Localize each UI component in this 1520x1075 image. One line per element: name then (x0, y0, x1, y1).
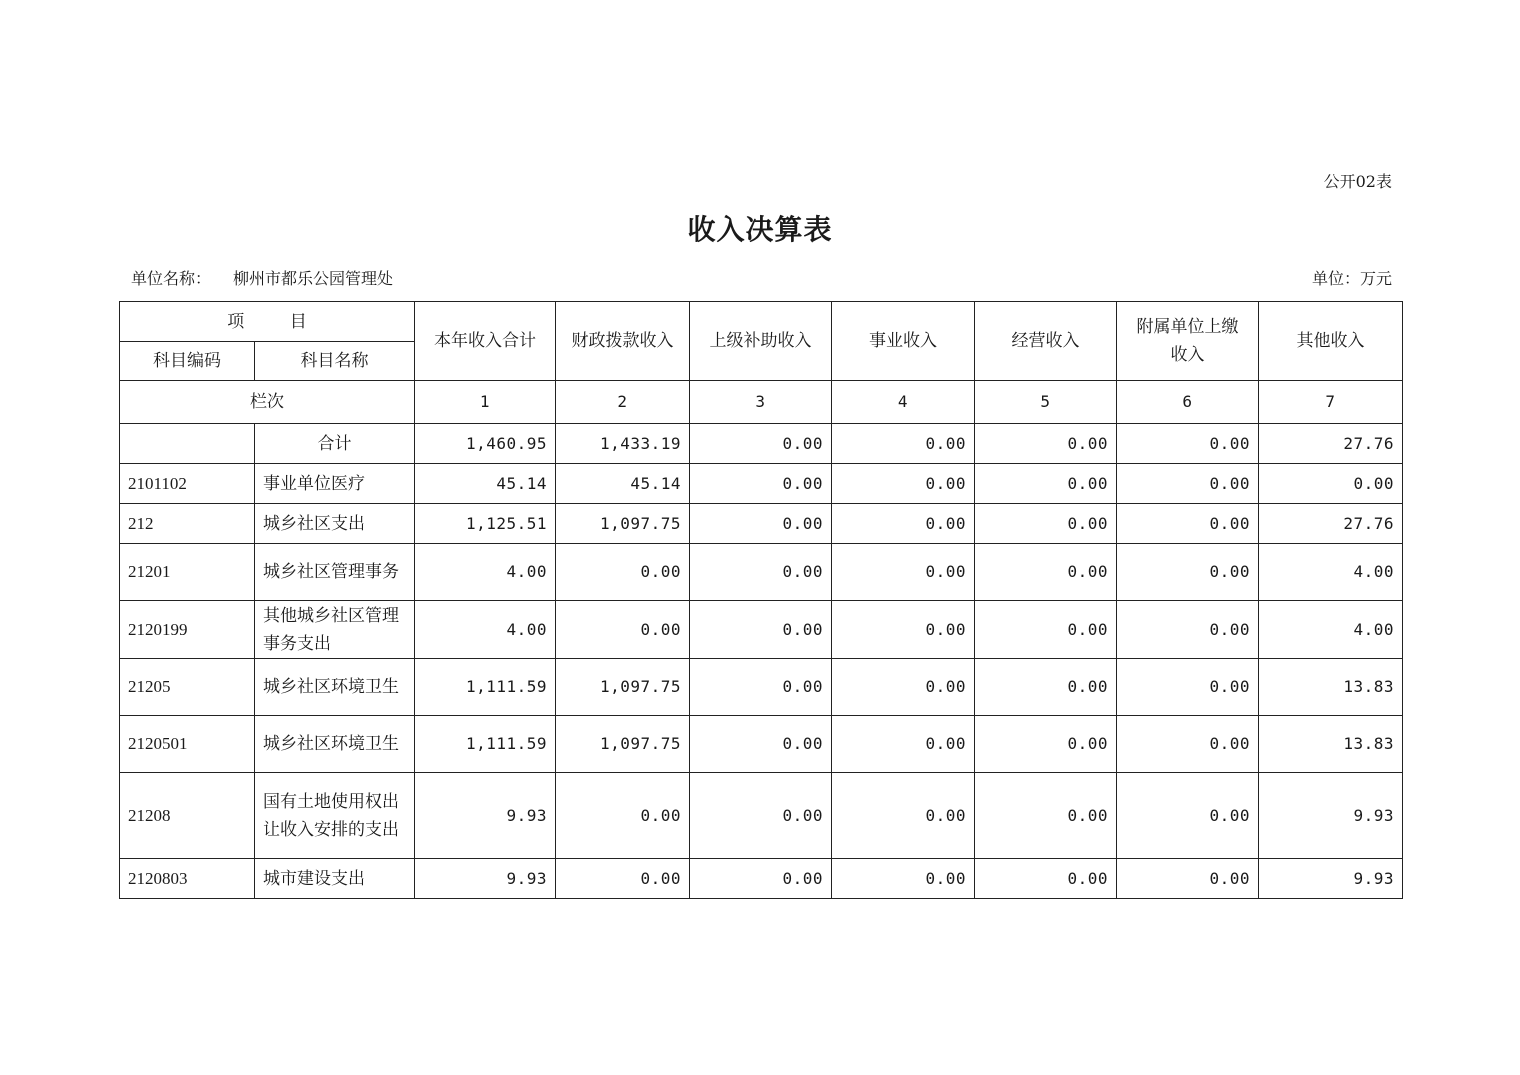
header-code: 科目编码 (120, 342, 255, 381)
table-row (120, 773, 1403, 859)
table-cell: 1,097.75 (556, 716, 690, 773)
table-cell: 0.00 (832, 601, 975, 659)
table-cell: 13.83 (1259, 716, 1403, 773)
subject-code: 2101102 (120, 464, 255, 504)
table-cell: 0.00 (975, 504, 1117, 544)
table-cell: 0.00 (690, 504, 832, 544)
table-cell: 0.00 (1117, 544, 1259, 601)
table-cell: 9.93 (415, 859, 556, 899)
page-title: 收入决算表 (687, 213, 833, 246)
table-body (120, 424, 1403, 899)
table-cell: 0.00 (975, 716, 1117, 773)
table-cell: 1,097.75 (556, 659, 690, 716)
unit-of-measure: 单位：万元 (1311, 269, 1392, 288)
table-row (120, 859, 1403, 899)
subject-code: 21208 (120, 773, 255, 859)
header-affiliated: 附属单位上缴收入 (1117, 302, 1259, 381)
table-cell (120, 424, 255, 464)
table-cell: 27.76 (1259, 424, 1403, 464)
total-label: 合计 (255, 424, 415, 464)
table-row (120, 464, 1403, 504)
subject-name: 城乡社区管理事务 (255, 544, 415, 601)
table-cell: 27.76 (1259, 504, 1403, 544)
subject-name: 其他城乡社区管理事务支出 (255, 601, 415, 659)
table-cell: 0.00 (690, 424, 832, 464)
table-cell: 0.00 (690, 544, 832, 601)
header-project (120, 302, 415, 342)
table-cell: 1,460.95 (415, 424, 556, 464)
table-cell: 0.00 (556, 601, 690, 659)
table-cell: 0.00 (1117, 424, 1259, 464)
table-cell: 0.00 (832, 659, 975, 716)
table-cell: 0.00 (1259, 464, 1403, 504)
subject-code: 2120501 (120, 716, 255, 773)
table-cell: 4.00 (1259, 601, 1403, 659)
table-cell: 13.83 (1259, 659, 1403, 716)
header-operating: 经营收入 (975, 302, 1117, 381)
table-cell: 9.93 (1259, 773, 1403, 859)
header-superior: 上级补助收入 (690, 302, 832, 381)
table-cell: 1,111.59 (415, 716, 556, 773)
form-number: 公开02表 (1323, 172, 1392, 191)
table-cell: 45.14 (415, 464, 556, 504)
table-cell: 0.00 (690, 716, 832, 773)
table-cell: 0.00 (690, 464, 832, 504)
subject-code: 21205 (120, 659, 255, 716)
table-row (120, 716, 1403, 773)
table-cell: 0.00 (832, 504, 975, 544)
table-cell: 0.00 (690, 859, 832, 899)
income-report-table (119, 301, 1403, 899)
header-total: 本年收入合计 (415, 302, 556, 381)
header-fiscal: 财政拨款收入 (556, 302, 690, 381)
column-index: 3 (690, 381, 832, 424)
table-cell: 0.00 (975, 544, 1117, 601)
table-cell: 1,433.19 (556, 424, 690, 464)
table-cell: 1,125.51 (415, 504, 556, 544)
header-business: 事业收入 (832, 302, 975, 381)
table-cell: 0.00 (1117, 659, 1259, 716)
table-row (120, 601, 1403, 659)
subject-name: 国有土地使用权出让收入安排的支出 (255, 773, 415, 859)
table-cell: 0.00 (1117, 773, 1259, 859)
subject-name: 事业单位医疗 (255, 464, 415, 504)
table-cell: 0.00 (690, 659, 832, 716)
column-index: 7 (1259, 381, 1403, 424)
unit-name-label: 单位名称： (131, 269, 212, 288)
table-row (120, 544, 1403, 601)
table-cell: 0.00 (1117, 601, 1259, 659)
table-row (120, 504, 1403, 544)
header-other: 其他收入 (1259, 302, 1403, 381)
table-cell: 0.00 (832, 544, 975, 601)
subject-name: 城乡社区支出 (255, 504, 415, 544)
table-cell: 0.00 (1117, 859, 1259, 899)
unit-name-value: 柳州市都乐公园管理处 (233, 269, 394, 288)
table-cell: 0.00 (556, 859, 690, 899)
table-cell: 0.00 (975, 464, 1117, 504)
column-index: 2 (556, 381, 690, 424)
table-cell: 0.00 (1117, 504, 1259, 544)
subject-code: 2120803 (120, 859, 255, 899)
table-cell: 0.00 (975, 859, 1117, 899)
table-cell: 4.00 (415, 544, 556, 601)
table-cell: 0.00 (832, 464, 975, 504)
table-cell: 0.00 (1117, 716, 1259, 773)
table-cell: 9.93 (415, 773, 556, 859)
table-cell: 0.00 (832, 773, 975, 859)
table-cell: 0.00 (975, 659, 1117, 716)
total-row (120, 424, 1403, 464)
table-row (120, 659, 1403, 716)
table-cell: 4.00 (415, 601, 556, 659)
subject-code: 212 (120, 504, 255, 544)
table-cell: 0.00 (556, 773, 690, 859)
column-index: 6 (1117, 381, 1259, 424)
subject-name: 城市建设支出 (255, 859, 415, 899)
table-cell: 0.00 (975, 601, 1117, 659)
table-cell: 0.00 (1117, 464, 1259, 504)
header-name: 科目名称 (255, 342, 415, 381)
table-cell: 0.00 (556, 544, 690, 601)
column-index-label: 栏次 (120, 381, 415, 424)
subject-code: 21201 (120, 544, 255, 601)
table-cell: 1,097.75 (556, 504, 690, 544)
subject-name: 城乡社区环境卫生 (255, 659, 415, 716)
table-cell: 9.93 (1259, 859, 1403, 899)
table-cell: 0.00 (832, 716, 975, 773)
table-cell: 0.00 (690, 773, 832, 859)
subject-code: 2120199 (120, 601, 255, 659)
table-cell: 4.00 (1259, 544, 1403, 601)
header-project-label: 项 目 (227, 311, 307, 332)
table-cell: 45.14 (556, 464, 690, 504)
table-cell: 0.00 (975, 424, 1117, 464)
table-header (120, 302, 1403, 424)
subject-name: 城乡社区环境卫生 (255, 716, 415, 773)
table-cell: 1,111.59 (415, 659, 556, 716)
table-cell: 0.00 (975, 773, 1117, 859)
table-cell: 0.00 (832, 859, 975, 899)
table-cell: 0.00 (832, 424, 975, 464)
column-index: 4 (832, 381, 975, 424)
column-index: 1 (415, 381, 556, 424)
table-cell: 0.00 (690, 601, 832, 659)
unit-name-line (131, 269, 393, 289)
column-index: 5 (975, 381, 1117, 424)
